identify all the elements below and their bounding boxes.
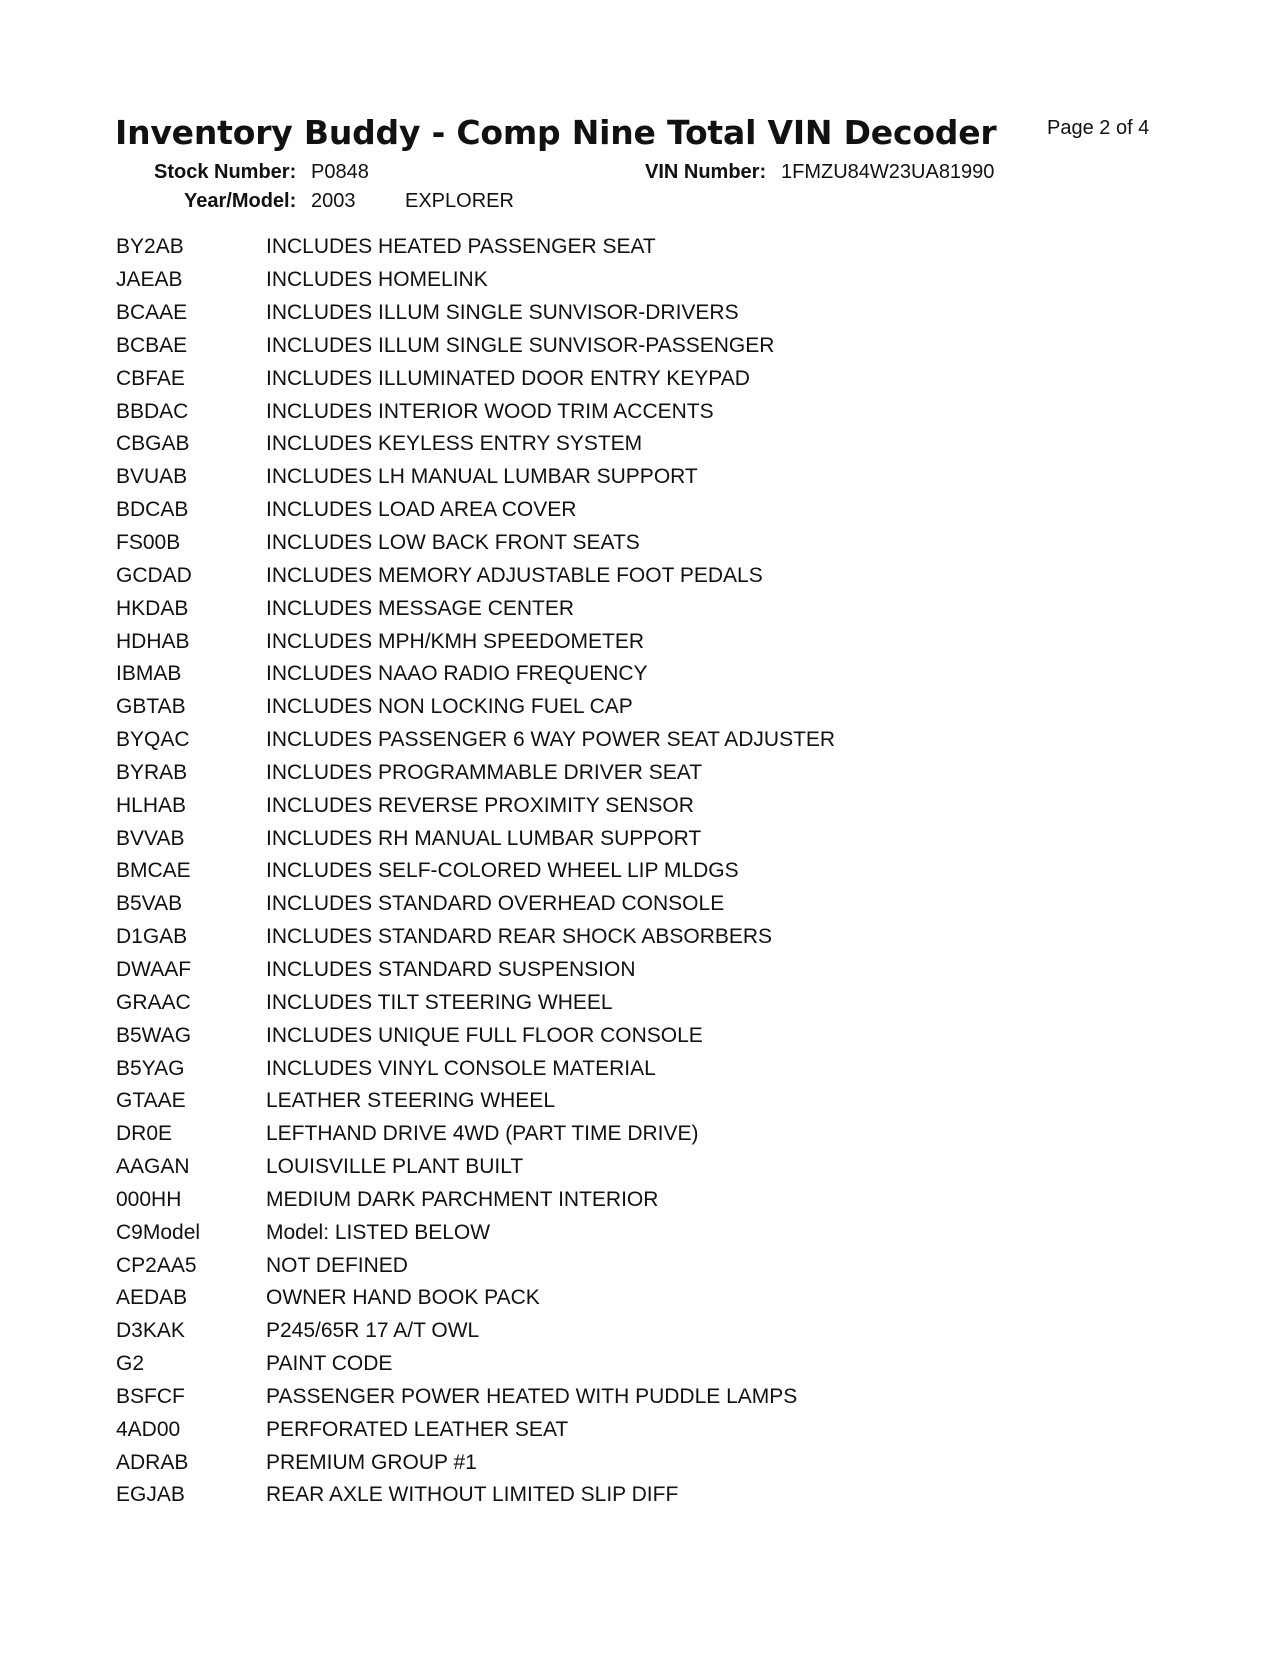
option-description: PERFORATED LEATHER SEAT xyxy=(266,1417,569,1441)
option-description: INCLUDES ILLUMINATED DOOR ENTRY KEYPAD xyxy=(266,366,750,390)
table-row xyxy=(116,1282,1166,1315)
option-description: LOUISVILLE PLANT BUILT xyxy=(266,1155,524,1179)
table-row xyxy=(116,428,1166,461)
table-row xyxy=(116,1348,1166,1381)
option-description: NOT DEFINED xyxy=(266,1253,408,1277)
table-row xyxy=(116,527,1166,560)
option-code: G2 xyxy=(116,1352,145,1376)
option-code: JAEAB xyxy=(116,268,183,292)
option-code: HDHAB xyxy=(116,629,190,653)
option-code: BMCAE xyxy=(116,859,191,883)
option-code: AAGAN xyxy=(116,1155,190,1179)
option-code: BDCAB xyxy=(116,498,189,522)
option-code: CP2AA5 xyxy=(116,1253,197,1277)
option-code: ADRAB xyxy=(116,1450,189,1474)
option-code: B5WAG xyxy=(116,1023,192,1047)
option-description: MEDIUM DARK PARCHMENT INTERIOR xyxy=(266,1187,659,1211)
table-row xyxy=(116,231,1166,264)
stock-number-label: Stock Number: xyxy=(154,161,297,183)
table-row xyxy=(116,625,1166,658)
option-code: CBFAE xyxy=(116,366,185,390)
vin-number-value: 1FMZU84W23UA81990 xyxy=(781,161,995,183)
option-code-list xyxy=(116,231,1166,1512)
option-description: INCLUDES KEYLESS ENTRY SYSTEM xyxy=(266,432,643,456)
option-description: INCLUDES MESSAGE CENTER xyxy=(266,596,575,620)
table-row xyxy=(116,1085,1166,1118)
table-row xyxy=(116,1413,1166,1446)
table-row xyxy=(116,1118,1166,1151)
stock-number-value: P0848 xyxy=(311,161,369,183)
table-row xyxy=(116,494,1166,527)
table-row xyxy=(116,1249,1166,1282)
option-description: INCLUDES ILLUM SINGLE SUNVISOR-PASSENGER xyxy=(266,333,775,357)
option-code: GCDAD xyxy=(116,563,192,587)
year-value: 2003 xyxy=(311,190,356,212)
option-code: C9Model xyxy=(116,1220,201,1244)
table-row xyxy=(116,1151,1166,1184)
option-description: INCLUDES HEATED PASSENGER SEAT xyxy=(266,235,656,259)
option-description: INCLUDES ILLUM SINGLE SUNVISOR-DRIVERS xyxy=(266,301,739,325)
table-row xyxy=(116,822,1166,855)
table-row xyxy=(116,757,1166,790)
table-row xyxy=(116,362,1166,395)
option-description: INCLUDES LOW BACK FRONT SEATS xyxy=(266,531,640,555)
option-code: BVVAB xyxy=(116,826,185,850)
option-code: DWAAF xyxy=(116,957,192,981)
option-description: INCLUDES LOAD AREA COVER xyxy=(266,498,577,522)
option-code: BSFCF xyxy=(116,1384,185,1408)
table-row xyxy=(116,921,1166,954)
table-row xyxy=(116,855,1166,888)
option-code: AEDAB xyxy=(116,1286,188,1310)
vin-number-label: VIN Number: xyxy=(645,161,767,183)
option-description: INCLUDES LH MANUAL LUMBAR SUPPORT xyxy=(266,465,698,489)
option-description: INCLUDES PASSENGER 6 WAY POWER SEAT ADJUSTER xyxy=(266,728,836,752)
option-description: LEATHER STEERING WHEEL xyxy=(266,1089,555,1113)
table-row xyxy=(116,1479,1166,1512)
table-row xyxy=(116,461,1166,494)
option-description: INCLUDES STANDARD REAR SHOCK ABSORBERS xyxy=(266,925,773,949)
option-description: INCLUDES PROGRAMMABLE DRIVER SEAT xyxy=(266,760,703,784)
table-row xyxy=(116,724,1166,757)
option-code: 000HH xyxy=(116,1187,182,1211)
model-value: EXPLORER xyxy=(405,190,514,212)
table-row xyxy=(116,1446,1166,1479)
option-code: 4AD00 xyxy=(116,1417,181,1441)
option-description: INCLUDES SELF-COLORED WHEEL LIP MLDGS xyxy=(266,859,739,883)
option-description: INCLUDES VINYL CONSOLE MATERIAL xyxy=(266,1056,656,1080)
option-code: BVUAB xyxy=(116,465,188,489)
table-row xyxy=(116,1019,1166,1052)
option-code: HLHAB xyxy=(116,793,187,817)
table-row xyxy=(116,592,1166,625)
table-row xyxy=(116,1216,1166,1249)
table-row xyxy=(116,789,1166,822)
option-description: REAR AXLE WITHOUT LIMITED SLIP DIFF xyxy=(266,1483,679,1507)
year-model-label: Year/Model: xyxy=(184,190,297,212)
option-description: INCLUDES UNIQUE FULL FLOOR CONSOLE xyxy=(266,1023,703,1047)
option-code: GRAAC xyxy=(116,990,191,1014)
option-description: P245/65R 17 A/T OWL xyxy=(266,1319,480,1343)
table-row xyxy=(116,691,1166,724)
table-row xyxy=(116,1381,1166,1414)
option-description: PASSENGER POWER HEATED WITH PUDDLE LAMPS xyxy=(266,1384,798,1408)
option-description: INCLUDES MPH/KMH SPEEDOMETER xyxy=(266,629,645,653)
option-code: HKDAB xyxy=(116,596,189,620)
option-description: PREMIUM GROUP #1 xyxy=(266,1450,477,1474)
option-description: INCLUDES STANDARD OVERHEAD CONSOLE xyxy=(266,892,725,916)
option-description: INCLUDES TILT STEERING WHEEL xyxy=(266,990,613,1014)
page-title: Inventory Buddy - Comp Nine Total VIN Decoder xyxy=(115,113,997,152)
table-row xyxy=(116,297,1166,330)
option-code: D1GAB xyxy=(116,925,188,949)
option-code: BYRAB xyxy=(116,760,188,784)
option-description: INCLUDES MEMORY ADJUSTABLE FOOT PEDALS xyxy=(266,563,763,587)
option-description: INCLUDES REVERSE PROXIMITY SENSOR xyxy=(266,793,694,817)
option-description: INCLUDES NON LOCKING FUEL CAP xyxy=(266,695,633,719)
table-row xyxy=(116,986,1166,1019)
option-code: B5YAG xyxy=(116,1056,185,1080)
table-row xyxy=(116,559,1166,592)
option-code: BBDAC xyxy=(116,399,189,423)
option-description: INCLUDES STANDARD SUSPENSION xyxy=(266,957,636,981)
option-code: GTAAE xyxy=(116,1089,186,1113)
option-description: INCLUDES HOMELINK xyxy=(266,268,488,292)
table-row xyxy=(116,658,1166,691)
table-row xyxy=(116,1183,1166,1216)
table-row xyxy=(116,395,1166,428)
table-row xyxy=(116,1052,1166,1085)
option-description: INCLUDES NAAO RADIO FREQUENCY xyxy=(266,662,648,686)
option-code: D3KAK xyxy=(116,1319,185,1343)
option-code: B5VAB xyxy=(116,892,183,916)
option-code: EGJAB xyxy=(116,1483,185,1507)
option-code: FS00B xyxy=(116,531,181,555)
option-description: LEFTHAND DRIVE 4WD (PART TIME DRIVE) xyxy=(266,1122,699,1146)
table-row xyxy=(116,330,1166,363)
option-description: INCLUDES INTERIOR WOOD TRIM ACCENTS xyxy=(266,399,714,423)
option-description: INCLUDES RH MANUAL LUMBAR SUPPORT xyxy=(266,826,702,850)
option-description: Model: LISTED BELOW xyxy=(266,1220,491,1244)
table-row xyxy=(116,264,1166,297)
option-code: BCAAE xyxy=(116,301,188,325)
option-code: GBTAB xyxy=(116,695,186,719)
option-code: IBMAB xyxy=(116,662,182,686)
option-code: BCBAE xyxy=(116,333,188,357)
page-indicator: Page 2 of 4 xyxy=(1047,117,1150,139)
option-description: PAINT CODE xyxy=(266,1352,393,1376)
table-row xyxy=(116,954,1166,987)
option-code: BYQAC xyxy=(116,728,190,752)
option-code: DR0E xyxy=(116,1122,173,1146)
table-row xyxy=(116,888,1166,921)
option-description: OWNER HAND BOOK PACK xyxy=(266,1286,540,1310)
option-code: BY2AB xyxy=(116,235,184,259)
table-row xyxy=(116,1315,1166,1348)
option-code: CBGAB xyxy=(116,432,190,456)
